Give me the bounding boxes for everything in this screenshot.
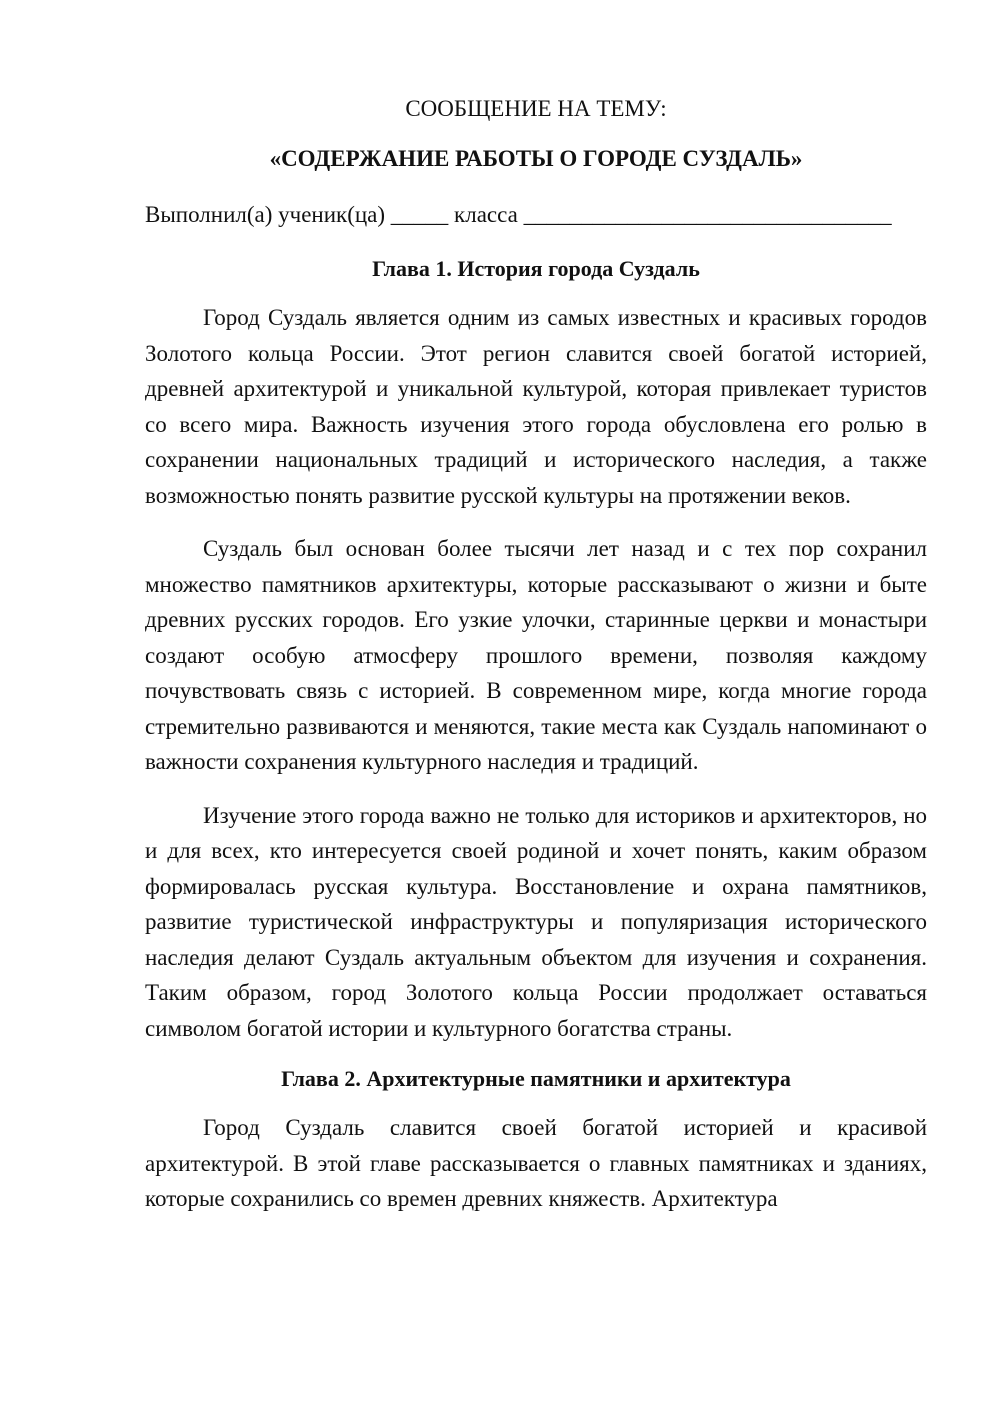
chapter-2-paragraph-1: Город Суздаль славится своей богатой историей и красивой архитектурой. В этой главе рассказывается о главных памятниках и зданиях, которые сохранились со времен древних княжеств. Архитектура xyxy=(145,1115,927,1211)
chapter-1-paragraph-3: Изучение этого города важно не только для историков и архитекторов, но и для всех, кто интересуется своей родиной и хочет понять, каким образом формировалась русская культура. Восстановление и охрана памятников, развитие туристической инфраструктуры и популяризация исторического наследия делают Суздаль актуальным объектом для изучения и сохранения. Таким образом, город Золотого кольца России продолжает оставаться символом богатой истории и культурного богатства страны. xyxy=(145,802,927,1041)
chapter-1-paragraph-1: Город Суздаль является одним из самых известных и красивых городов Золотого кольца России. Этот регион славится своей богатой историей, древней архитектурой и уникальной культурой, которая привлекает туристов со всего мира. Важность изучения этого города обусловлена его ролью в сохранении национальных традиций и исторического наследия, а также возможностью понять развитие русской культуры на протяжении веков. xyxy=(145,305,927,508)
chapter-1-paragraph-2: Суздаль был основан более тысячи лет назад и с тех пор сохранил множество памятников архитектуры, которые рассказывают о жизни и быте древних русских городов. Его узкие улочки, старинные церкви и монастыри создают особую атмосферу прошлого времени, позволяя каждому почувствовать связь с историей. В современном мире, когда многие города стремительно развиваются и меняются, такие места как Суздаль напоминают о важности сохранения культурного наследия и традиций. xyxy=(145,536,927,774)
document-subject: СООБЩЕНИЕ НА ТЕМУ: xyxy=(405,96,667,121)
document-topic-title: «СОДЕРЖАНИЕ РАБОТЫ О ГОРОДЕ СУЗДАЛЬ» xyxy=(269,146,803,171)
document-page xyxy=(145,92,927,1217)
chapter-1-title: Глава 1. История города Суздаль xyxy=(372,256,700,281)
student-signature-line: Выполнил(а) ученик(ца) _____ класса ________________________________ xyxy=(145,202,892,227)
chapter-2-title: Глава 2. Архитектурные памятники и архитектура xyxy=(281,1066,791,1091)
